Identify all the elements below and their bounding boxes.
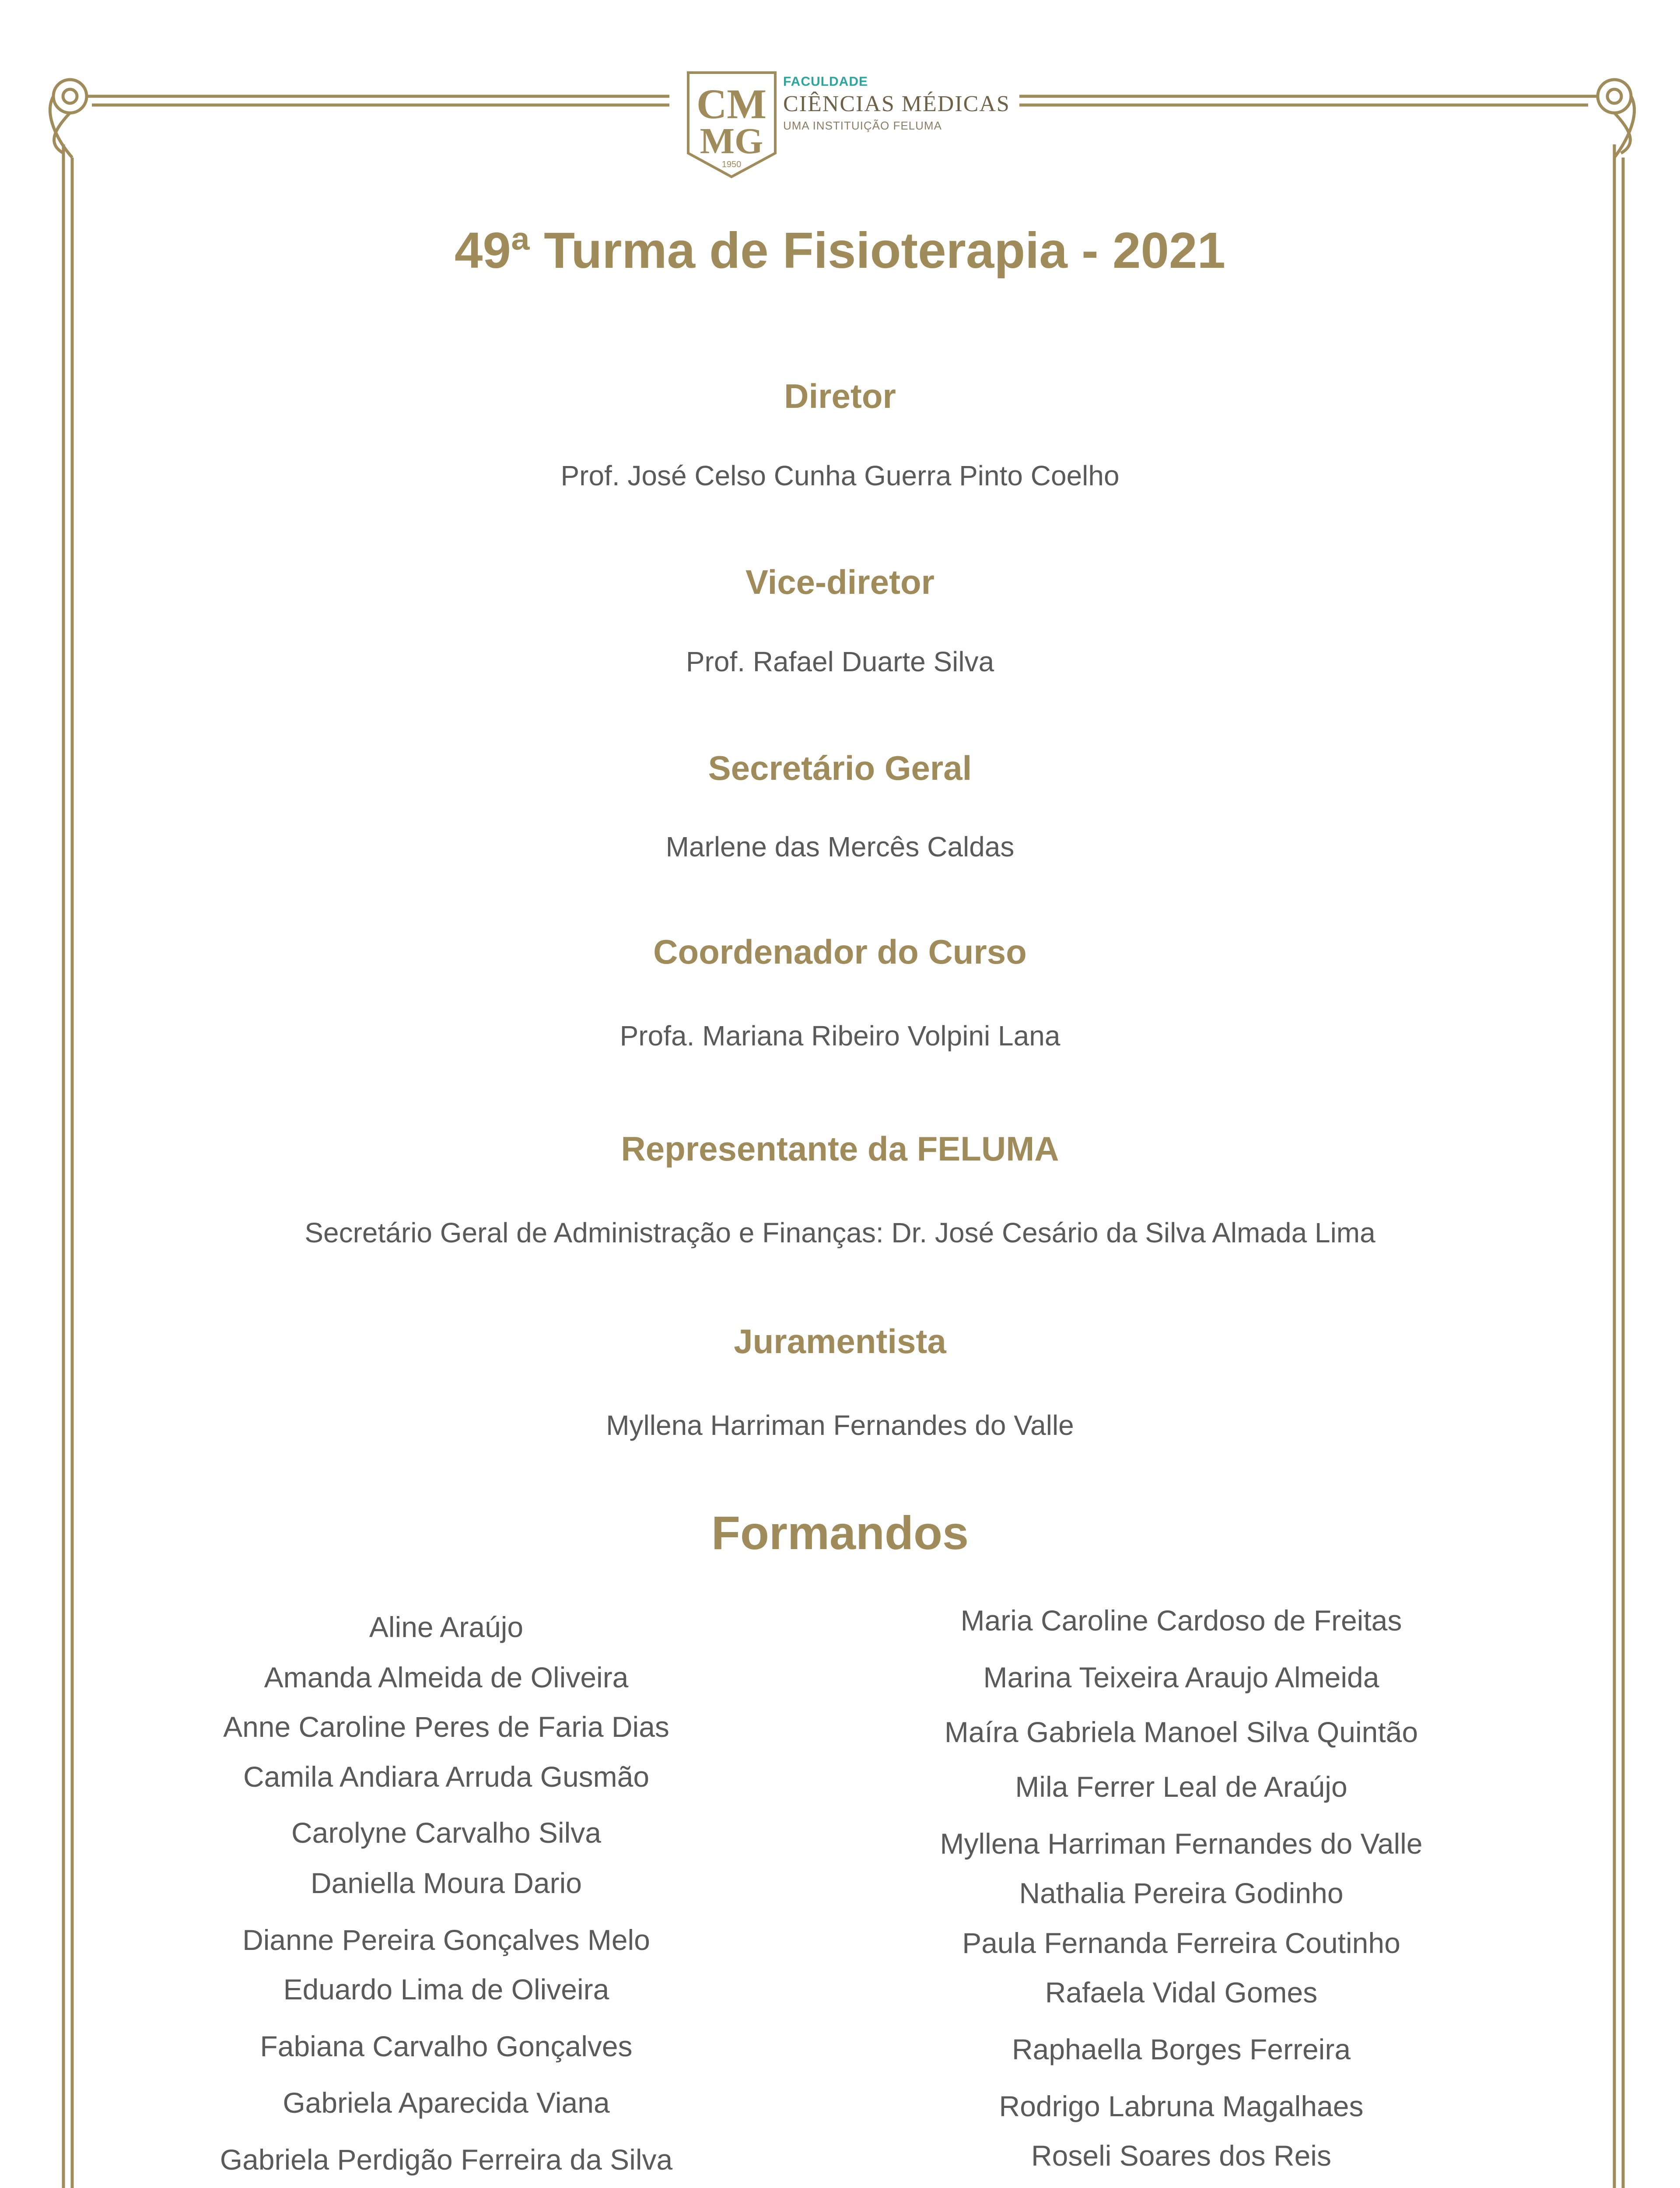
logo-year: 1950 bbox=[721, 160, 742, 169]
graduate-name: Raphaella Borges Ferreira bbox=[1012, 2033, 1351, 2065]
heading-juramentista: Juramentista bbox=[734, 1322, 946, 1360]
graduate-name: Carolyne Carvalho Silva bbox=[291, 1816, 601, 1849]
heading-secretario-geral: Secretário Geral bbox=[708, 749, 972, 787]
heading-diretor: Diretor bbox=[784, 377, 896, 415]
graduate-name: Maíra Gabriela Manoel Silva Quintão bbox=[944, 1716, 1418, 1748]
graduate-name: Maria Caroline Cardoso de Freitas bbox=[960, 1604, 1402, 1637]
heading-coordenador: Coordenador do Curso bbox=[653, 933, 1027, 971]
person-vice-diretor: Prof. Rafael Duarte Silva bbox=[686, 646, 994, 677]
person-diretor: Prof. José Celso Cunha Guerra Pinto Coelho bbox=[560, 460, 1120, 491]
formandos-heading: Formandos bbox=[711, 1506, 969, 1559]
graduate-name: Dianne Pereira Gonçalves Melo bbox=[242, 1924, 650, 1956]
logo-monogram-bottom: MG bbox=[700, 121, 763, 161]
heading-representante-feluma: Representante da FELUMA bbox=[621, 1129, 1059, 1168]
graduate-name: Roseli Soares dos Reis bbox=[1031, 2139, 1331, 2172]
page-title: 49ª Turma de Fisioterapia - 2021 bbox=[454, 222, 1226, 279]
graduate-name: Camila Andiara Arruda Gusmão bbox=[243, 1760, 650, 1793]
logo-faculdade: FACULDADE bbox=[783, 74, 868, 89]
graduate-name: Nathalia Pereira Godinho bbox=[1019, 1877, 1344, 1909]
graduate-name: Paula Fernanda Ferreira Coutinho bbox=[962, 1927, 1400, 1959]
graduate-name: Amanda Almeida de Oliveira bbox=[264, 1661, 629, 1694]
graduate-name: Fabiana Carvalho Gonçalves bbox=[260, 2030, 633, 2062]
graduate-name: Aline Araújo bbox=[369, 1611, 524, 1643]
graduate-name: Eduardo Lima de Oliveira bbox=[283, 1973, 609, 2006]
person-representante-feluma: Secretário Geral de Administração e Finanças: Dr. José Cesário da Silva Almada Lima bbox=[304, 1217, 1376, 1248]
logo-subtitle: UMA INSTITUIÇÃO FELUMA bbox=[783, 119, 942, 132]
graduate-name: Myllena Harriman Fernandes do Valle bbox=[940, 1827, 1423, 1860]
cmmg-shield-icon bbox=[685, 70, 779, 179]
graduate-name: Gabriela Aparecida Viana bbox=[283, 2086, 610, 2119]
institution-logo bbox=[685, 70, 1017, 179]
person-juramentista: Myllena Harriman Fernandes do Valle bbox=[606, 1410, 1074, 1441]
heading-vice-diretor: Vice-diretor bbox=[745, 563, 935, 601]
logo-monogram-top: CM bbox=[696, 81, 766, 127]
logo-name: CIÊNCIAS MÉDICAS bbox=[783, 91, 1010, 116]
graduate-name: Gabriela Perdigão Ferreira da Silva bbox=[220, 2143, 673, 2176]
graduate-name: Marina Teixeira Araujo Almeida bbox=[983, 1661, 1379, 1694]
graduate-name: Rodrigo Labruna Magalhaes bbox=[999, 2090, 1364, 2122]
graduate-name: Mila Ferrer Leal de Araújo bbox=[1015, 1771, 1348, 1803]
person-coordenador: Profa. Mariana Ribeiro Volpini Lana bbox=[620, 1020, 1060, 1052]
graduate-name: Rafaela Vidal Gomes bbox=[1045, 1976, 1318, 2009]
person-secretario-geral: Marlene das Mercês Caldas bbox=[665, 831, 1015, 863]
graduate-name: Anne Caroline Peres de Faria Dias bbox=[223, 1711, 669, 1743]
graduate-name: Daniella Moura Dario bbox=[311, 1867, 582, 1899]
